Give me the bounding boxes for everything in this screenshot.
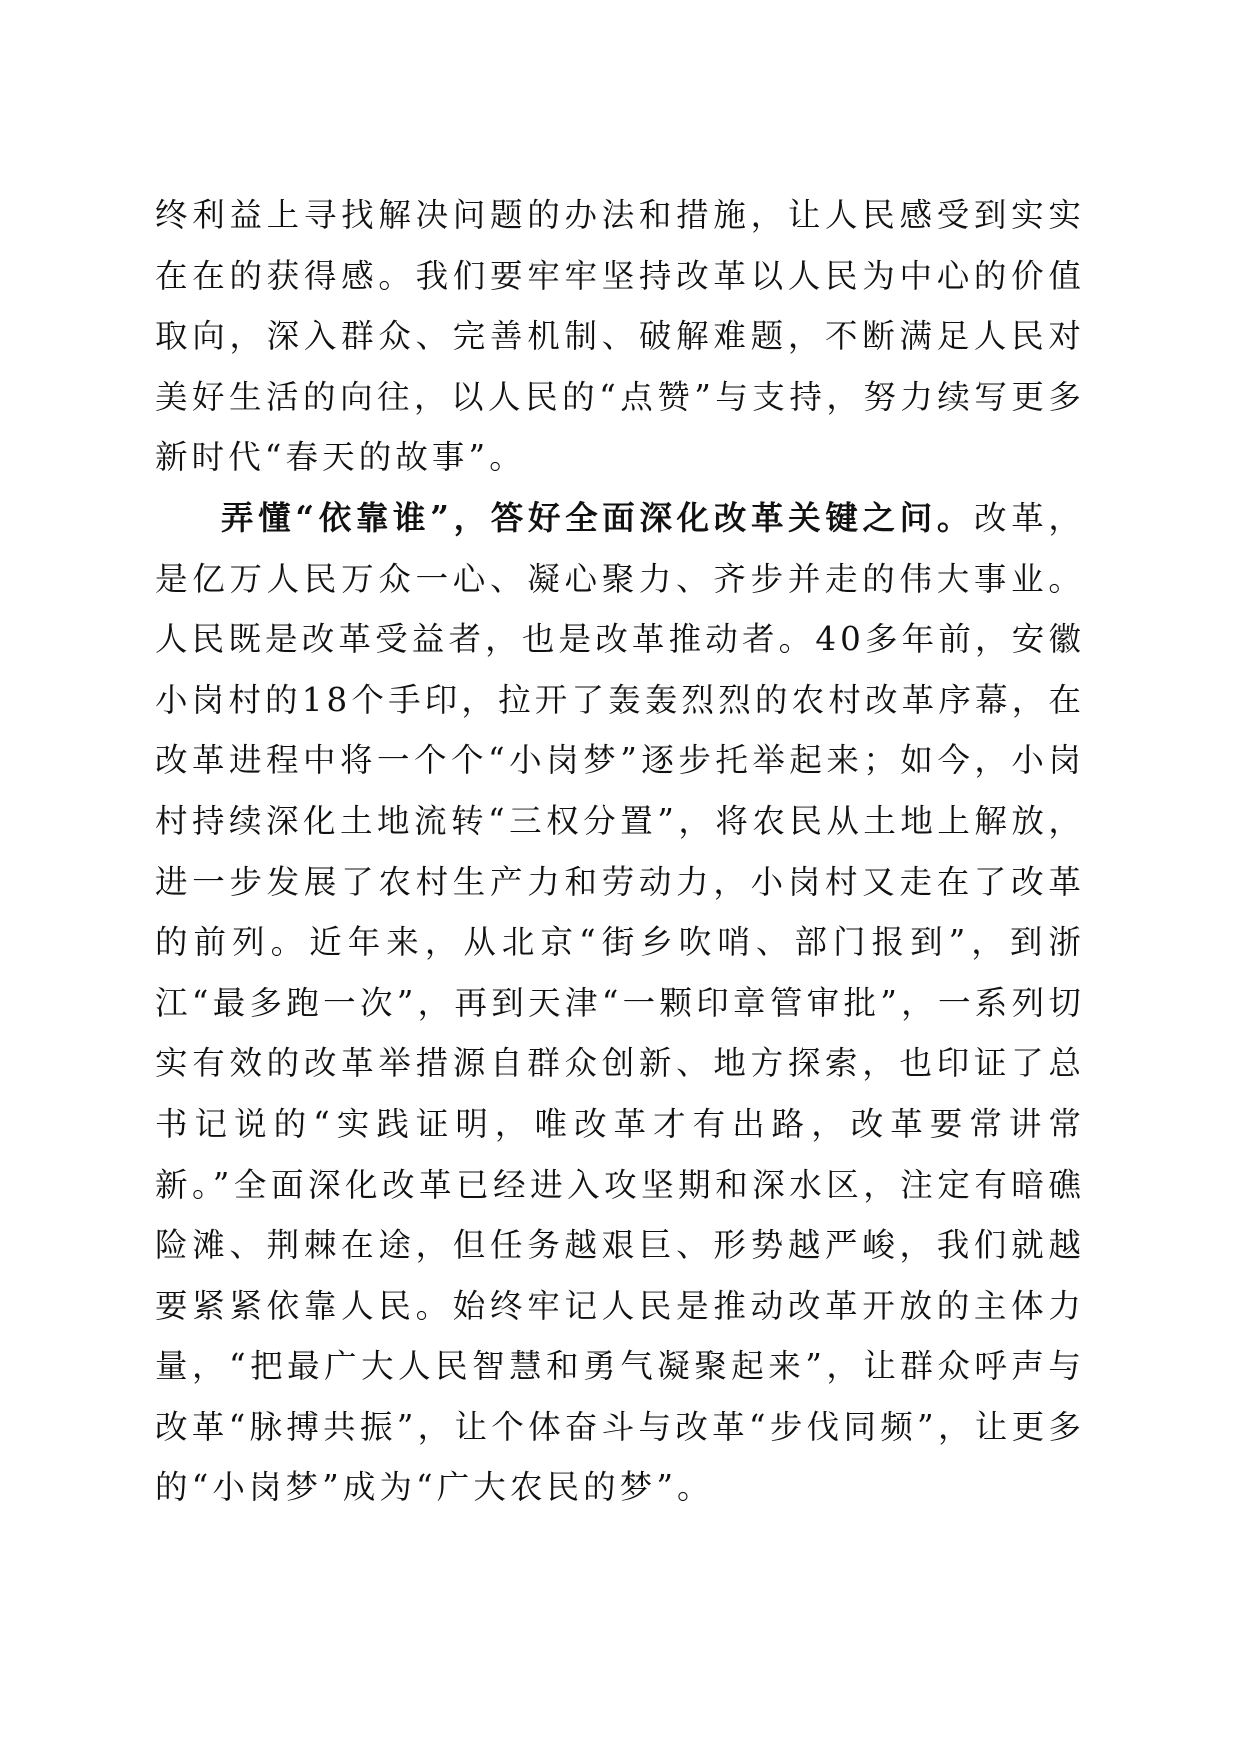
paragraph-lead-heading: 弄懂“依靠谁”，答好全面深化改革关键之问。 — [221, 497, 975, 537]
paragraph-text: 改革，是亿万人民万众一心、凝心聚力、齐步并走的伟大事业。人民既是改革受益者，也是改革推动者。40多年前，安徽小岗村的18个手印，拉开了轰轰烈烈的农村改革序幕，在改革进程中将一个个“小岗梦”逐步托举起来；如今，小岗村持续深化土地流转“三权分置”，将农民从土地上解放，进一步发展了农村生产力和劳动力，小岗村又走在了改革的前列。近年来，从北京“街乡吹哨、部门报到”，到浙江“最多跑一次”，再到天津“一颗印章管审批”，一系列切实有效的改革举措源自群众创新、地方探索，也印证了总书记说的“实践证明，唯改革才有出路，改革要常讲常新。”全面深化改革已经进入攻坚期和深水区，注定有暗礁险滩、荆棘在途，但任务越艰巨、形势越严峻，我们就越要紧紧依靠人民。始终牢记人民是推动改革开放的主体力量，“把最广大人民智慧和勇气凝聚起来”，让群众呼声与改革“脉搏共振”，让个体奋斗与改革“步伐同频”，让更多的“小岗梦”成为“广大农民的梦”。 — [155, 498, 1085, 1507]
paragraph-continuation — [155, 185, 1085, 488]
paragraph-reliance — [155, 488, 1085, 1518]
body-text — [155, 185, 1085, 1518]
paragraph-text: 终利益上寻找解决问题的办法和措施，让人民感受到实实在在的获得感。我们要牢牢坚持改革以人民为中心的价值取向，深入群众、完善机制、破解难题，不断满足人民对美好生活的向往，以人民的“点赞”与支持，努力续写更多新时代“春天的故事”。 — [155, 196, 1085, 477]
